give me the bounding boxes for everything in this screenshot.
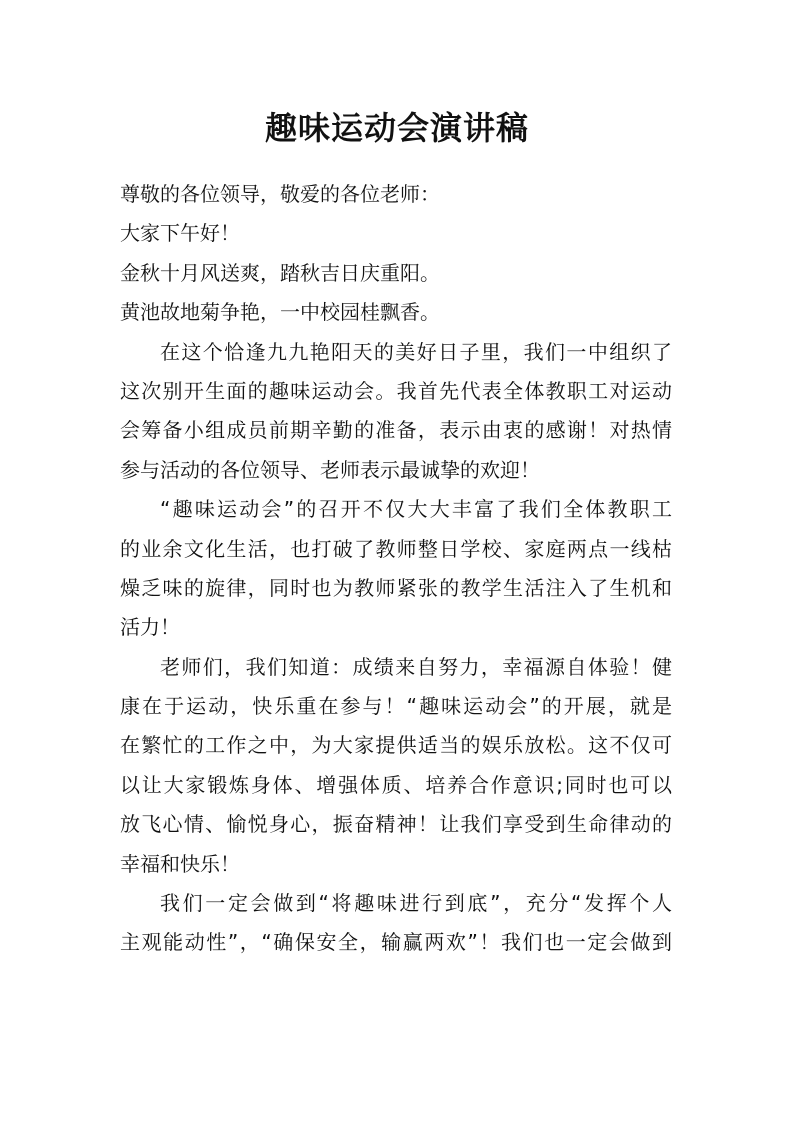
verse-line: 金秋十月风送爽，踏秋吉日庆重阳。 (120, 260, 440, 285)
paragraph-line: 我们一定会做到“将趣味进行到底”，充分“发挥个人 (160, 891, 672, 916)
verse-line: 黄池故地菊争艳，一中校园桂飘香。 (120, 300, 440, 325)
paragraph-line: 的业余文化生活，也打破了教师整日学校、家庭两点一线枯 (120, 536, 672, 561)
paragraph-line: 康在于运动，快乐重在参与！“趣味运动会”的开展，就是 (120, 694, 672, 719)
salutation-line: 尊敬的各位领导，敬爱的各位老师： (120, 182, 440, 206)
paragraph-line: 参与活动的各位领导、老师表示最诚挚的欢迎！ (120, 457, 540, 482)
paragraph-line: 这次别开生面的趣味运动会。我首先代表全体教职工对运动 (120, 378, 672, 403)
paragraph-line: 老师们，我们知道：成绩来自努力，幸福源自体验！健 (160, 654, 672, 679)
paragraph-line: 在繁忙的工作之中，为大家提供适当的娱乐放松。这不仅可 (120, 733, 672, 758)
greeting-line: 大家下午好！ (120, 221, 240, 246)
paragraph-line: 主观能动性”，“确保安全，输赢两欢”！我们也一定会做到 (120, 930, 672, 955)
paragraph-line: 幸福和快乐！ (120, 851, 240, 876)
paragraph-line: 以让大家锻炼身体、增强体质、培养合作意识;同时也可以 (120, 772, 672, 797)
document-body (120, 175, 672, 963)
paragraph-line: 在这个恰逢九九艳阳天的美好日子里，我们一中组织了 (160, 339, 672, 364)
paragraph-line: 会筹备小组成员前期辛勤的准备，表示由衷的感谢！对热情 (120, 418, 672, 443)
paragraph-line: “趣味运动会”的召开不仅大大丰富了我们全体教职工 (160, 497, 672, 522)
document-title: 趣味运动会演讲稿 (264, 109, 529, 147)
paragraph-line: 活力！ (120, 615, 180, 640)
paragraph-line: 燥乏味的旋律，同时也为教师紧张的教学生活注入了生机和 (120, 575, 672, 600)
paragraph-line: 放飞心情、愉悦身心，振奋精神！让我们享受到生命律动的 (120, 812, 672, 837)
